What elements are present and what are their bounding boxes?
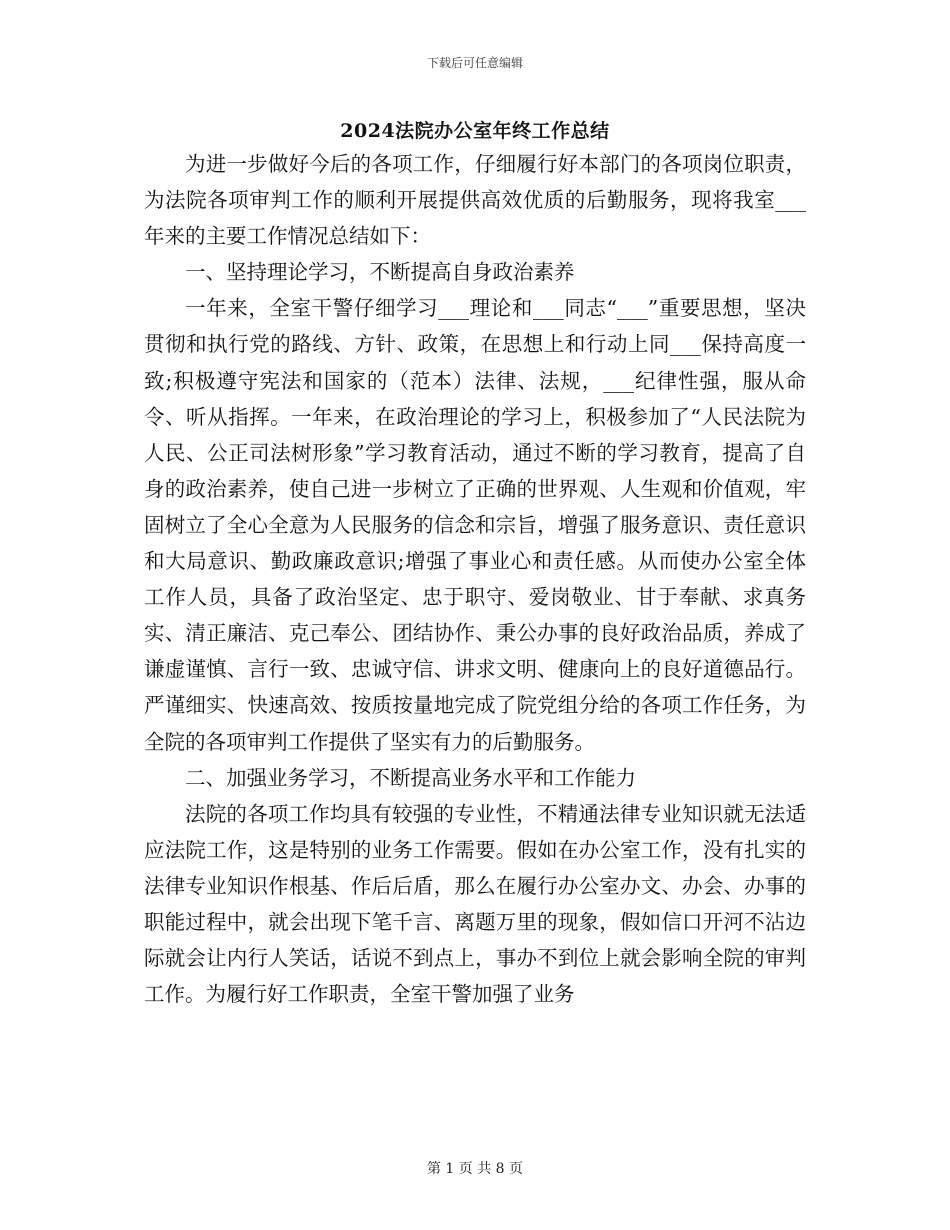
page-header-note: 下载后可任意编辑: [426, 56, 523, 70]
document-body: [144, 146, 806, 1012]
section-2-paragraph: 法院的各项工作均具有较强的专业性，不精通法律专业知识就无法适应法院工作，这是特别的业务工作需要。假如在办公室工作，没有扎实的法律专业知识作根基、作后后盾，那么在履行办公室办文、办会、办事的职能过程中，就会出现下笔千言、离题万里的现象，假如信口开河不沾边际就会让内行人笑话，话说不到点上，事办不到位上就会影响全院的审判工作。为履行好工作职责，全室干警加强了业务: [144, 801, 806, 1007]
page-number-footer: 第 1 页 共 8 页: [426, 1161, 524, 1177]
document-title: 2024法院办公室年终工作总结: [340, 120, 610, 142]
section-heading-2: 二、加强业务学习，不断提高业务水平和工作能力: [185, 765, 636, 790]
section-heading-1: 一、坚持理论学习，不断提高自身政治素养: [185, 260, 575, 285]
section-1-paragraph: 一年来，全室干警仔细学习___理论和___同志“___”重要思想，坚决贯彻和执行党的路线、方针、政策，在思想上和行动上同___保持高度一致;积极遵守宪法和国家的（范本）法律、法规，___纪律性强，服从命令、听从指挥。一年来，在政治理论的学习上，积极参加了“人民法院为人民、公正司法树形象”学习教育活动，通过不断的学习教育，提高了自身的政治素养，使自己进一步树立了正确的世界观、人生观和价值观，牢固树立了全心全意为人民服务的信念和宗旨，增强了服务意识、责任意识和大局意识、勤政廉政意识;增强了事业心和责任感。从而使办公室全体工作人员，具备了政治坚定、忠于职守、爱岗敬业、甘于奉献、求真务实、清正廉洁、克己奉公、团结协作、秉公办事的良好政治品质，养成了谦虚谨慎、言行一致、忠诚守信、讲求文明、健康向上的良好道德品行。严谨细实、快速高效、按质按量地完成了院党组分给的各项工作任务，为全院的各项审判工作提供了坚实有力的后勤服务。: [144, 296, 806, 754]
intro-paragraph: 为进一步做好今后的各项工作，仔细履行好本部门的各项岗位职责，为法院各项审判工作的顺利开展提供高效优质的后勤服务，现将我室___年来的主要工作情况总结如下：: [144, 152, 806, 249]
